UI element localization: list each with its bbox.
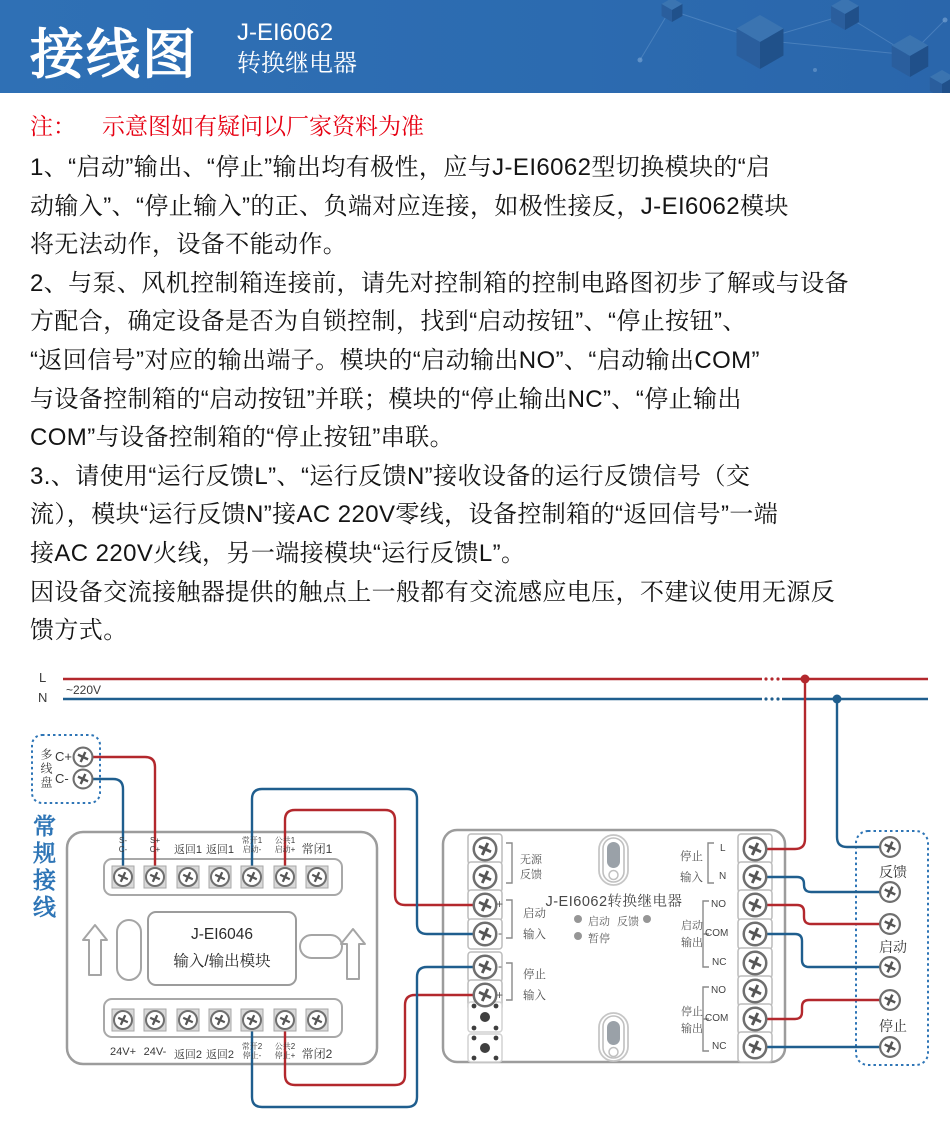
instruction-line: 将无法动作，设备不能动作。 [30,231,348,259]
instruction-line: 方配合，确定设备是否为自锁控制，找到“启动按钮”、“停止按钮”、 [30,308,747,336]
pin-no: NO [711,984,726,996]
device-label-feedback: 反馈 [879,863,907,880]
multiwire-panel-label: 多线盘 [39,747,53,790]
device-label-start: 启动 [879,938,907,955]
polarity-minus: - [498,958,502,973]
pin-n: N [719,870,727,882]
wiring-diagram [0,657,950,1134]
pin-nc: NC [712,1040,727,1052]
module-jei6062 [443,830,785,1062]
pin-com: COM [705,1012,729,1024]
conventional-wiring-label: 常规接线 [30,813,56,922]
instruction-line: 动输入”、“停止输入”的正、负端对应连接，如极性接反，J-EI6062模块 [30,192,789,220]
polarity-plus: + [496,987,504,1002]
pin-com: COM [705,927,729,939]
terminal-label: 24V+ [110,1045,136,1058]
terminal-label: 24V- [143,1045,167,1058]
instruction-line: “返回信号”对应的输出端子。模块的“启动输出NO”、“启动输出COM” [30,346,760,374]
bus-voltage: ~220V [66,682,102,697]
note-text: 示意图如有疑问以厂家资料为准 [102,113,424,139]
terminal-label: 公共1 启动+ [274,835,296,855]
instruction-line: 与设备控制箱的“启动按钮”并联；模块的“停止输出NC”、“停止输出 [30,385,742,413]
model-number: J-EI6062 [237,19,334,46]
terminal-label: 常开2 停止- [241,1041,263,1061]
page-title: 接线图 [30,25,198,85]
instruction-line: 馈方式。 [30,617,128,645]
group-stop-output: 停止 输出 [681,1005,703,1035]
model-name: 转换继电器 [237,50,357,77]
terminal-label: 返回1 [205,843,235,856]
led-label-feedback: 反馈 [617,915,639,928]
group-ac-input: 停止 输入 [680,850,703,884]
led-label-pause: 暂停 [588,932,610,945]
bus-label-n: N [38,689,48,705]
terminal-label-cplus: C+ [55,748,72,764]
instruction-line: 2、与泵、风机控制箱连接前，请先对控制箱的控制电路图初步了解或与设备 [30,269,849,297]
instruction-line: 因设备交流接触器提供的触点上一般都有交流感应电压，不建议使用无源反 [30,578,836,606]
instruction-line: 接AC 220V火线，另一端接模块“运行反馈L”。 [30,539,526,567]
pin-l: L [720,842,726,854]
terminal-label: 返回1 [173,843,203,856]
module-name-jei6046: J-EI6046 输入/输出模块 [173,925,271,970]
device-label-stop: 停止 [879,1017,907,1034]
group-start-input: 启动 输入 [523,907,546,941]
terminal-label: 公共2 停止+ [274,1041,296,1061]
instruction-line: COM”与设备控制箱的“停止按钮”串联。 [30,424,454,452]
instructions [30,149,950,651]
group-passive-feedback: 无源 反馈 [520,853,542,881]
note-prefix: 注： [30,113,76,139]
instruction-line: 流），模块“运行反馈N”接AC 220V零线，设备控制箱的“返回信号”一端 [30,501,779,529]
terminal-label: 常闭2 [301,1046,333,1061]
terminal-label: 常闭1 [301,841,333,856]
pin-nc: NC [712,956,727,968]
instruction-line: 3.、请使用“运行反馈L”、“运行反馈N”接收设备的运行反馈信号（交 [30,462,751,490]
terminal-label-cminus: C- [55,770,69,786]
polarity-plus: + [496,896,504,911]
pin-no: NO [711,898,726,910]
terminal-label: S+ C+ [149,835,161,855]
banner-subtitle [237,17,357,79]
module-title-jei6062: J-EI6062转换继电器 [545,893,683,910]
terminal-label: 返回2 [173,1048,203,1061]
polarity-minus: - [498,925,502,940]
terminal-label: 返回2 [205,1048,235,1061]
group-stop-input: 停止 输入 [523,968,546,1002]
caution-note [30,108,950,141]
instruction-line: 1、“启动”输出、“停止”输出均有极性，应与J-EI6062型切换模块的“启 [30,154,771,181]
decor-cubes-icon [610,0,950,93]
bus-label-l: L [39,669,47,685]
group-start-output: 启动 输出 [681,919,703,949]
terminal-label: 常开1 启动- [241,835,263,855]
power-bus [63,674,928,703]
page-banner [0,0,950,93]
panel-terminals [74,747,93,788]
terminal-label: S- C- [118,835,128,855]
led-label-start: 启动 [588,915,610,928]
